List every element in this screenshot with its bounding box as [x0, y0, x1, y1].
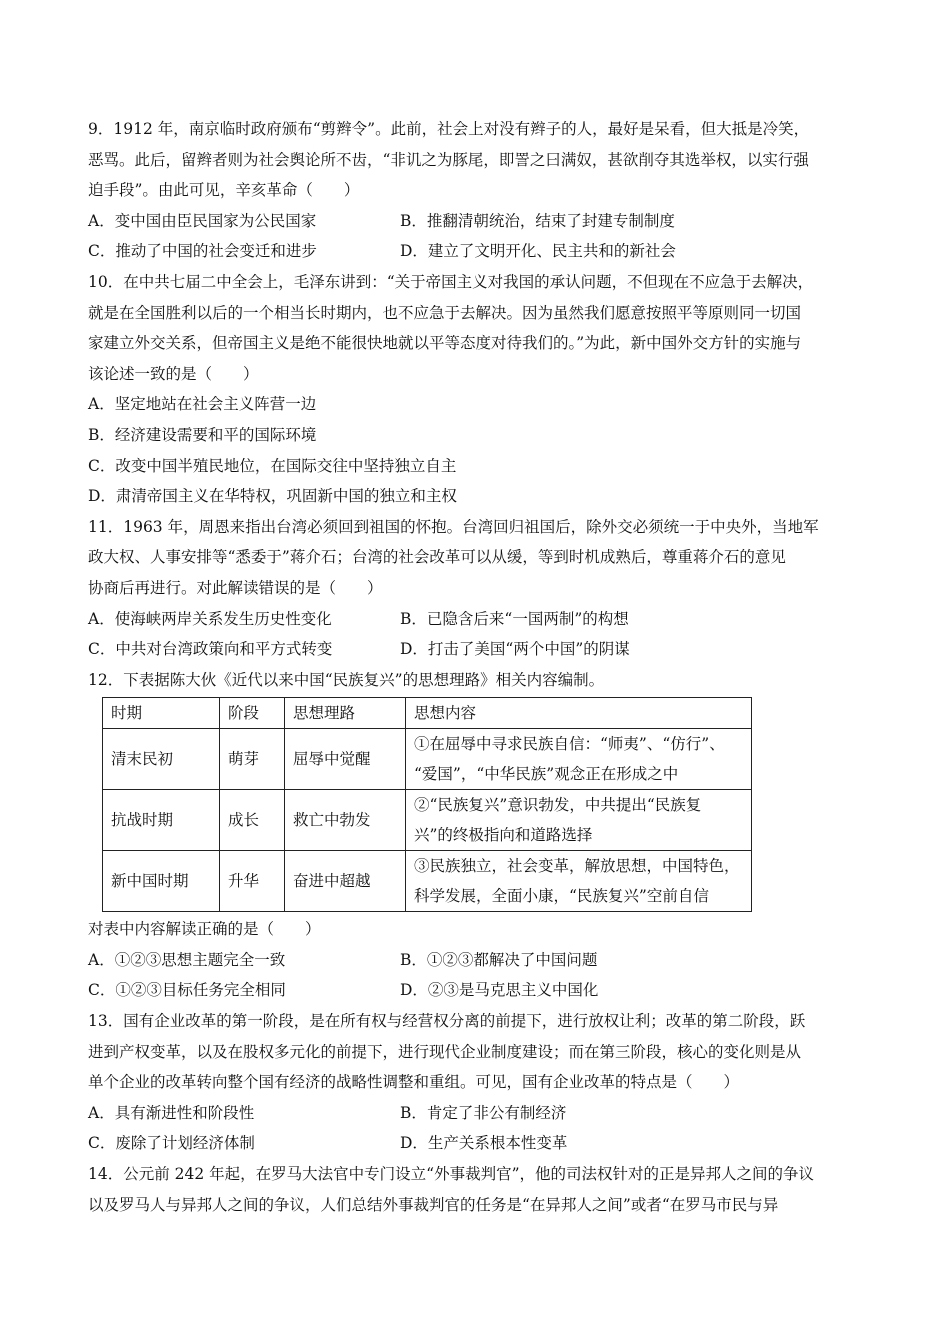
- q11-stem-line: 协商后再进行。对此解读错误的是（ ）: [88, 578, 383, 597]
- question-13: [88, 1006, 868, 1159]
- table-row: [103, 851, 752, 912]
- table-row: [103, 790, 752, 851]
- table-cell-logic: 奋进中超越: [285, 851, 406, 912]
- q9-options-row: [88, 206, 868, 237]
- q9-option-a[interactable]: A．变中国由臣民国家为公民国家: [88, 211, 317, 230]
- q11-stem-line: 政大权、人事安排等“悉委于”蒋介石；台湾的社会改革可以从缓，等到时机成熟后，尊重蒋介石的意见: [88, 548, 786, 567]
- q13-stem-line: 进到产权变革，以及在股权多元化的前提下，进行现代企业制度建设；而在第三阶段，核心的变化则是从: [88, 1042, 802, 1061]
- table-cell-content: [406, 851, 752, 912]
- question-11: [88, 512, 868, 665]
- table-cell-content-line: “爱国”，“中华民族”观念正在形成之中: [414, 765, 679, 784]
- q9-stem-line: 恶骂。此后，留辫者则为社会舆论所不齿，“非讥之为豚尾，即詈之曰满奴，甚欲削夺其选举权，以实行强: [88, 150, 809, 169]
- q14-stem-line: 14．公元前 242 年起，在罗马大法官中专门设立“外事裁判官”，他的司法权针对的正是异邦人之间的争议: [88, 1165, 815, 1184]
- q10-option-c[interactable]: C．改变中国半殖民地位，在国际交往中坚持独立自主: [88, 456, 457, 475]
- question-10: [88, 267, 868, 512]
- table-header-cell: 思想内容: [406, 698, 752, 729]
- q11-option-d[interactable]: D．打击了美国“两个中国”的阴谋: [400, 640, 630, 659]
- table-cell-logic: 救亡中勃发: [285, 790, 406, 851]
- table-header-cell: 时期: [103, 698, 220, 729]
- q10-stem-line: 就是在全国胜利以后的一个相当长时期内，也不应急于去解决。因为虽然我们愿意按照平等原则同一切国: [88, 303, 802, 322]
- question-12: [88, 665, 868, 1006]
- table-cell-content: [406, 729, 752, 790]
- table-cell-content-line: ③民族独立，社会变革，解放思想，中国特色，: [414, 857, 740, 876]
- q12-options-row: [88, 945, 868, 976]
- q13-option-d[interactable]: D．生产关系根本性变革: [400, 1134, 568, 1153]
- q10-stem-line: 家建立外交关系，但帝国主义是绝不能很快地就以平等态度对待我们的。”为此，新中国外交方针的实施与: [88, 334, 802, 353]
- q13-options-row: [88, 1098, 868, 1129]
- table-cell-logic: 屈辱中觉醒: [285, 729, 406, 790]
- q12-options-row: [88, 975, 868, 1006]
- table-cell-period: 清末民初: [103, 729, 220, 790]
- q12-table: [102, 697, 752, 912]
- table-cell-content-line: ①在屈辱中寻求民族自信：“师夷”、“仿行”、: [414, 735, 725, 754]
- exam-page: [88, 114, 868, 1220]
- q14-stem-line: 以及罗马人与异邦人之间的争议，人们总结外事裁判官的任务是“在异邦人之间”或者“在罗马市民与异: [88, 1195, 779, 1214]
- q10-stem-line: 10．在中共七届二中全会上，毛泽东讲到：“关于帝国主义对我国的承认问题，不但现在不应急于去解决，: [88, 272, 814, 291]
- q9-stem-line: 9．1912 年，南京临时政府颁布“剪辫令”。此前，社会上对没有辫子的人，最好是呆看，但大抵是冷笑，: [88, 120, 810, 138]
- question-9: [88, 114, 868, 267]
- table-cell-content-line: 科学发展，全面小康，“民族复兴”空前自信: [414, 887, 709, 906]
- table-header-cell: 阶段: [220, 698, 285, 729]
- q13-option-c[interactable]: C．废除了计划经济体制: [88, 1134, 255, 1153]
- q12-option-d[interactable]: D．②③是马克思主义中国化: [400, 981, 599, 1000]
- question-14: [88, 1159, 868, 1220]
- q13-stem-line: 13．国有企业改革的第一阶段，是在所有权与经营权分离的前提下，进行放权让利；改革的第二阶段，跃: [88, 1012, 806, 1031]
- table-header-row: [103, 698, 752, 729]
- table-cell-content-line: ②“民族复兴”意识勃发，中共提出“民族复: [414, 796, 702, 815]
- q11-option-b[interactable]: B．已隐含后来“一国两制”的构想: [400, 609, 629, 628]
- q10-option-a[interactable]: A．坚定地站在社会主义阵营一边: [88, 395, 317, 414]
- q11-stem-line: 11．1963 年，周恩来指出台湾必须回到祖国的怀抱。台湾回归祖国后，除外交必须统一于中央外，当地军: [88, 517, 819, 536]
- q9-options-row: [88, 236, 868, 267]
- q11-option-a[interactable]: A．使海峡两岸关系发生历史性变化: [88, 609, 332, 628]
- q11-options-row: [88, 604, 868, 635]
- q11-options-row: [88, 634, 868, 665]
- q9-option-c[interactable]: C．推动了中国的社会变迁和进步: [88, 242, 317, 261]
- table-cell-stage: 成长: [220, 790, 285, 851]
- table-cell-stage: 萌芽: [220, 729, 285, 790]
- q13-option-b[interactable]: B．肯定了非公有制经济: [400, 1103, 567, 1122]
- q9-stem-line: 迫手段”。由此可见，辛亥革命（ ）: [88, 181, 360, 200]
- q10-stem-line: 该论述一致的是（ ）: [88, 364, 259, 383]
- q9-option-b[interactable]: B．推翻清朝统治，结束了封建专制制度: [400, 211, 675, 230]
- q13-option-a[interactable]: A．具有渐进性和阶段性: [88, 1103, 255, 1122]
- q9-option-d[interactable]: D．建立了文明开化、民主共和的新社会: [400, 242, 676, 261]
- q12-option-b[interactable]: B．①②③都解决了中国问题: [400, 950, 598, 969]
- q13-stem-line: 单个企业的改革转向整个国有经济的战略性调整和重组。可见，国有企业改革的特点是（ ）: [88, 1073, 740, 1092]
- table-header-cell: 思想理路: [285, 698, 406, 729]
- q11-option-c[interactable]: C．中共对台湾政策向和平方式转变: [88, 640, 333, 659]
- table-cell-period: 抗战时期: [103, 790, 220, 851]
- table-cell-content: [406, 790, 752, 851]
- q12-option-a[interactable]: A．①②③思想主题完全一致: [88, 950, 286, 969]
- q12-option-c[interactable]: C．①②③目标任务完全相同: [88, 981, 286, 1000]
- q12-question-line: 对表中内容解读正确的是（ ）: [88, 920, 321, 939]
- q10-option-b[interactable]: B．经济建设需要和平的国际环境: [88, 425, 317, 444]
- q13-options-row: [88, 1128, 868, 1159]
- table-row: [103, 729, 752, 790]
- table-cell-content-line: 兴”的终极指向和道路选择: [414, 826, 593, 845]
- table-cell-period: 新中国时期: [103, 851, 220, 912]
- q12-stem-line: 12．下表据陈大伙《近代以来中国“民族复兴”的思想理路》相关内容编制。: [88, 670, 605, 689]
- q10-option-d[interactable]: D．肃清帝国主义在华特权，巩固新中国的独立和主权: [88, 487, 457, 506]
- table-cell-stage: 升华: [220, 851, 285, 912]
